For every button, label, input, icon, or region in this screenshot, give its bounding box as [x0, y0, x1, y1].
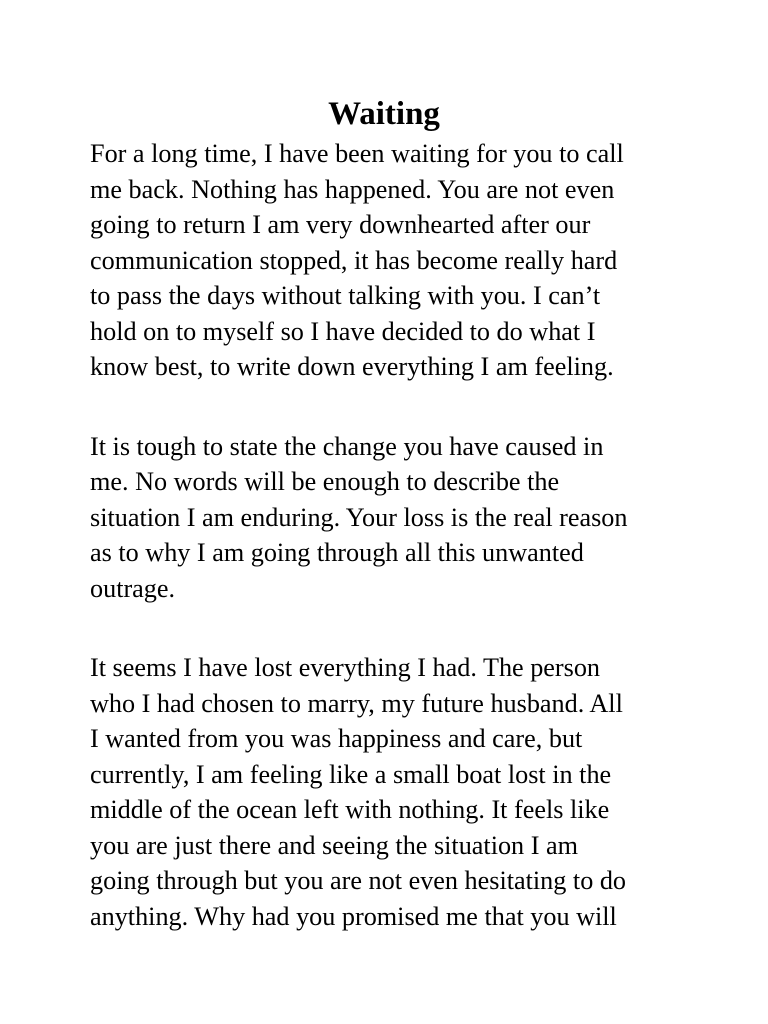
text-line: situation I am enduring. Your loss is the real reason	[90, 502, 628, 532]
text-line: me. No words will be enough to describe the	[90, 467, 560, 496]
text-line: currently, I am feeling like a small boat lost in the	[90, 759, 612, 789]
text-line: For a long time, I have been waiting for you to call	[90, 139, 624, 168]
text-line: me back. Nothing has happened. You are not even	[90, 174, 615, 204]
text-line: communication stopped, it has become really hard	[90, 245, 618, 275]
text-line: as to why I am going through all this unwanted	[90, 538, 584, 567]
text-line: going through but you are not even hesitating to do	[90, 866, 627, 895]
text-line: It seems I have lost everything I had. The person	[90, 653, 601, 682]
text-line: know best, to write down everything I am feeling.	[90, 352, 614, 381]
text-line: to pass the days without talking with you. I can’t	[90, 281, 601, 310]
text-line: middle of the ocean left with nothing. It feels like	[90, 795, 610, 824]
text-line: you are just there and seeing the situation I am	[90, 830, 578, 860]
document-title: Waiting	[328, 96, 440, 132]
text-line: I wanted from you was happiness and care, but	[90, 724, 583, 753]
text-line: hold on to myself so I have decided to do what I	[90, 316, 596, 346]
paragraph-2	[90, 429, 690, 607]
paragraph-1	[90, 136, 690, 385]
text-line: who I had chosen to marry, my future husband. All	[90, 688, 623, 718]
text-line: outrage.	[90, 573, 176, 603]
paragraph-3	[90, 650, 690, 934]
text-line: going to return I am very downhearted after our	[90, 210, 591, 239]
document-body	[90, 136, 690, 978]
text-line: It is tough to state the change you have caused in	[90, 431, 604, 461]
text-line: anything. Why had you promised me that you will	[90, 901, 617, 931]
